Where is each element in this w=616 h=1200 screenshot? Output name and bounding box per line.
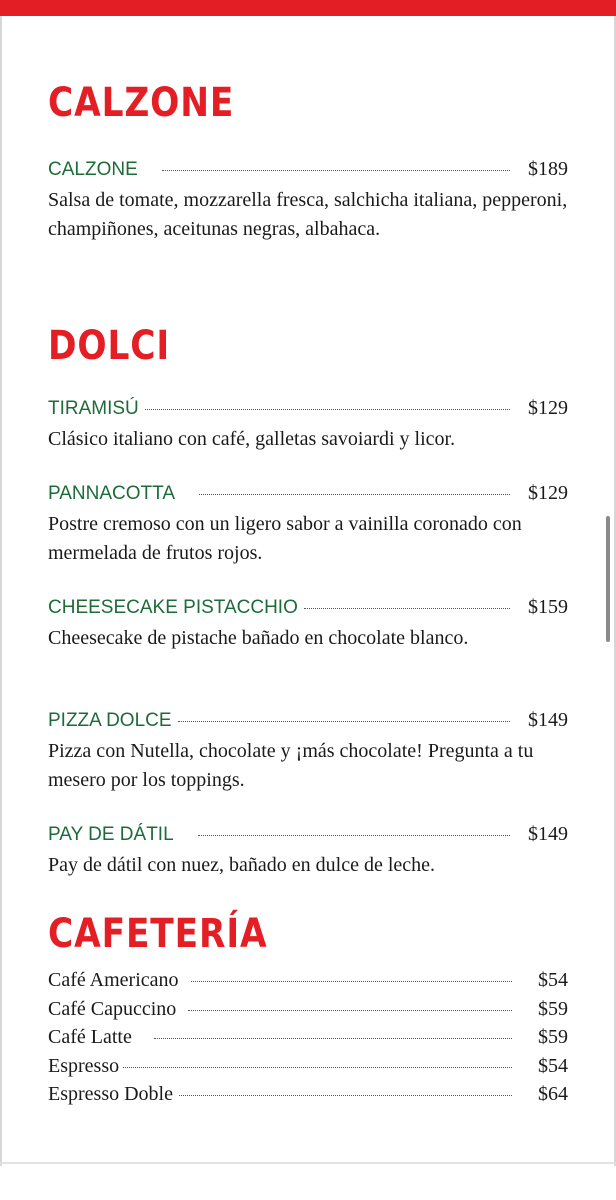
item-price: $64 [538,1083,568,1105]
item-price: $59 [538,997,568,1020]
item-price: $129 [528,397,568,419]
scrollbar-thumb[interactable] [606,516,610,642]
item-name: PIZZA DOLCE [48,710,172,731]
item-name: Espresso [48,1054,120,1077]
item-description: Cheesecake de pistache bañado en chocolate blanco. [48,627,469,649]
item-price: $54 [538,969,568,991]
dot-leader [198,835,510,836]
coffee-list [48,969,568,1112]
item-price: $54 [538,1054,568,1077]
item-name: PANNACOTTA [48,483,176,504]
top-accent-bar [0,0,616,16]
dot-leader [162,170,510,171]
menu-item-pannacotta [48,482,568,567]
item-name: Café Latte [48,1026,132,1048]
item-description: Clásico italiano con café, galletas savoiardi y licor. [48,428,456,450]
bottom-border [0,1162,616,1164]
dot-leader [178,721,510,722]
menu-item-pizza-dolce [48,709,568,794]
menu-item-pay-de-datil [48,823,568,880]
item-price: $149 [528,709,568,731]
item-description: Pizza con Nutella, chocolate y ¡más chocolate! Pregunta a tu mesero por los toppings. [48,740,534,791]
section-title-cafeteria: CAFETERÍA [48,911,268,957]
coffee-item-capuccino [48,998,568,1027]
section-title-dolci: DOLCI [48,323,171,369]
dot-leader [145,409,510,410]
item-name: Café Americano [48,969,179,991]
item-name: Espresso Doble [48,1083,173,1105]
item-price: $129 [528,482,568,504]
left-border [0,16,2,1166]
item-name: PAY DE DÁTIL [48,824,174,845]
dot-leader [191,981,513,982]
item-description: Salsa de tomate, mozzarella fresca, salchicha italiana, pepperoni, champiñones, aceitunas negras, albahaca. [48,189,568,240]
dot-leader [179,1095,512,1096]
item-name: CHEESECAKE PISTACCHIO [48,597,298,618]
dot-leader [154,1038,512,1039]
dot-leader [123,1067,512,1068]
item-price: $189 [528,158,568,180]
section-title-calzone: CALZONE [48,80,235,126]
menu-item-tiramisu [48,397,568,454]
dot-leader [188,1010,512,1011]
dot-leader [304,608,510,609]
item-name: TIRAMISÚ [48,398,139,419]
item-name: Café Capuccino [48,997,177,1020]
item-price: $159 [528,596,568,618]
coffee-item-americano [48,969,568,998]
dot-leader [199,494,510,495]
coffee-item-espresso [48,1055,568,1084]
coffee-item-espresso-doble [48,1083,568,1112]
item-price: $59 [538,1026,568,1048]
menu-item-calzone [48,158,568,243]
coffee-item-latte [48,1026,568,1055]
item-description: Pay de dátil con nuez, bañado en dulce de leche. [48,854,436,876]
item-name: CALZONE [48,159,138,180]
item-description: Postre cremoso con un ligero sabor a vainilla coronado con mermelada de frutos rojos. [48,513,522,564]
menu-item-cheesecake-pistacchio [48,596,568,653]
item-price: $149 [528,823,568,845]
